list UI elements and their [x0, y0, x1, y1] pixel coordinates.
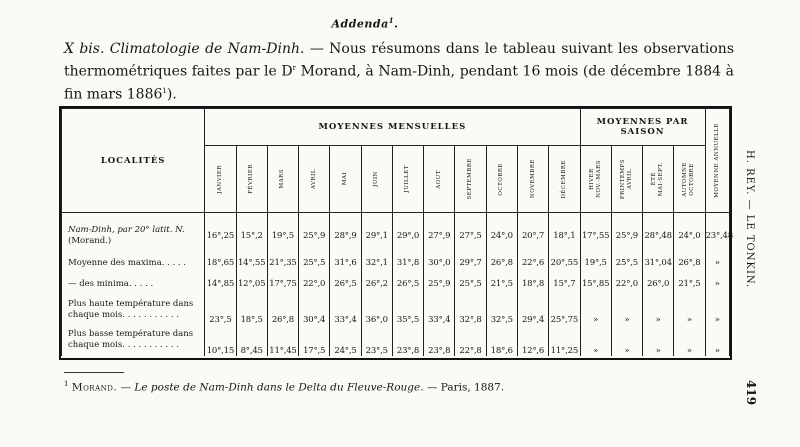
- value-cell: 25°,5: [455, 274, 486, 295]
- value-cell: 29°,4: [517, 295, 548, 325]
- value-cell: 23°,48: [705, 213, 729, 253]
- value-cell: 21°,35: [267, 253, 298, 274]
- value-cell: 25°,9: [299, 213, 330, 253]
- month-header: DÉCEMBRE: [549, 146, 580, 213]
- value-cell: 26°,8: [486, 253, 517, 274]
- climatology-table: [59, 106, 732, 360]
- value-cell: 18°,5: [236, 295, 267, 325]
- intro-note: 1: [162, 86, 167, 95]
- table-row: [62, 213, 730, 253]
- table-row: [62, 253, 730, 274]
- value-cell: 20°,55: [549, 253, 580, 274]
- value-cell: 30°,4: [299, 295, 330, 325]
- value-cell: 21°,5: [674, 274, 705, 295]
- value-cell: 25°,75: [549, 295, 580, 325]
- value-cell: 25°,9: [611, 213, 642, 253]
- value-cell: »: [705, 325, 729, 356]
- value-cell: 26°,2: [361, 274, 392, 295]
- row-label: Plus basse température dans chaque mois. . . . . . . . . . .: [62, 325, 205, 356]
- value-cell: 32°,1: [361, 253, 392, 274]
- value-cell: 25°,5: [611, 253, 642, 274]
- value-cell: 18°,6: [486, 325, 517, 356]
- value-cell: 27°,9: [424, 213, 455, 253]
- value-cell: 23°,8: [424, 325, 455, 356]
- season-header: HIVER NOV.-MARS: [580, 146, 611, 213]
- value-cell: 23°,8: [392, 325, 423, 356]
- value-cell: 11°,45: [267, 325, 298, 356]
- value-cell: 23°,5: [361, 325, 392, 356]
- running-head: H. REY. — LE TONKIN.: [744, 150, 755, 289]
- value-cell: 18°,8: [517, 274, 548, 295]
- month-header: JUILLET: [392, 146, 423, 213]
- value-cell: 30°,0: [424, 253, 455, 274]
- month-header: AVRIL: [299, 146, 330, 213]
- footnote-num: 1: [64, 380, 69, 388]
- value-cell: 17°,5: [299, 325, 330, 356]
- value-cell: 19°,5: [580, 253, 611, 274]
- footnote: [64, 380, 504, 394]
- value-cell: 22°,0: [299, 274, 330, 295]
- value-cell: 17°,75: [267, 274, 298, 295]
- value-cell: »: [643, 295, 674, 325]
- value-cell: 26°,8: [267, 295, 298, 325]
- footnote-author: Morand.: [71, 381, 118, 394]
- value-cell: 33°,4: [330, 295, 361, 325]
- value-cell: 36°,0: [361, 295, 392, 325]
- value-cell: 28°,9: [330, 213, 361, 253]
- value-cell: 28°,48: [643, 213, 674, 253]
- value-cell: »: [580, 325, 611, 356]
- heading-text: Addenda: [331, 17, 389, 31]
- value-cell: »: [674, 325, 705, 356]
- month-header: MAI: [330, 146, 361, 213]
- value-cell: 29°,1: [361, 213, 392, 253]
- season-group-header: MOYENNES PAR SAISON: [580, 109, 705, 146]
- value-cell: 22°,0: [611, 274, 642, 295]
- value-cell: 26°,5: [330, 274, 361, 295]
- value-cell: »: [705, 274, 729, 295]
- value-cell: 15°,85: [580, 274, 611, 295]
- row-label: Moyenne des maxima. . . . .: [62, 253, 205, 274]
- value-cell: 26°,8: [674, 253, 705, 274]
- value-cell: 12°,6: [517, 325, 548, 356]
- value-cell: 31°,04: [643, 253, 674, 274]
- table-row: [62, 274, 730, 295]
- value-cell: »: [611, 325, 642, 356]
- page-number: 419: [744, 380, 758, 406]
- monthly-group-header: MOYENNES MENSUELLES: [205, 109, 580, 146]
- month-header: MARS: [267, 146, 298, 213]
- annual-header: MOYENNE ANNUELLE: [705, 109, 729, 213]
- value-cell: 18°,1: [549, 213, 580, 253]
- month-header: JANVIER: [205, 146, 236, 213]
- value-cell: 31°,8: [392, 253, 423, 274]
- intro-paragraph: [64, 40, 734, 104]
- value-cell: »: [580, 295, 611, 325]
- season-header: PRINTEMPS AVRIL: [611, 146, 642, 213]
- value-cell: 10°,15: [205, 325, 236, 356]
- month-header: OCTOBRE: [486, 146, 517, 213]
- table-row: [62, 295, 730, 325]
- intro-body2: Morand, à Nam-Dinh, pendant 16 mois (de décembre 1884 à fin mars 1886: [64, 63, 734, 103]
- value-cell: »: [705, 295, 729, 325]
- value-cell: 16°,25: [205, 213, 236, 253]
- value-cell: 15°,2: [236, 213, 267, 253]
- value-cell: 22°,6: [517, 253, 548, 274]
- value-cell: 23°,5: [205, 295, 236, 325]
- footnote-rule: [64, 372, 124, 373]
- row-label: Plus haute température dans chaque mois. . . . . . . . . . .: [62, 295, 205, 325]
- intro-body: — Nous résumons dans le tableau suivant les observations thermométriques faites par le D: [64, 41, 735, 80]
- value-cell: 29°,7: [455, 253, 486, 274]
- value-cell: 33°,4: [424, 295, 455, 325]
- value-cell: »: [674, 295, 705, 325]
- localites-header: LOCALITÉS: [62, 109, 205, 213]
- value-cell: 32°,8: [455, 295, 486, 325]
- value-cell: 22°,8: [455, 325, 486, 356]
- value-cell: 21°,5: [486, 274, 517, 295]
- value-cell: »: [643, 325, 674, 356]
- month-header: NOVEMBRE: [517, 146, 548, 213]
- season-header: AUTOMNE OCTOBRE: [674, 146, 705, 213]
- value-cell: 26°,0: [643, 274, 674, 295]
- page-heading: Addenda$^1$.: [331, 16, 399, 31]
- value-cell: »: [611, 295, 642, 325]
- value-cell: 18°,65: [205, 253, 236, 274]
- value-cell: 35°,5: [392, 295, 423, 325]
- heading-note: 1: [388, 16, 395, 25]
- value-cell: 32°,5: [486, 295, 517, 325]
- footnote-title: — Le poste de Nam-Dinh dans le Delta du Fleuve-Rouge.: [120, 381, 424, 394]
- value-cell: 25°,5: [299, 253, 330, 274]
- value-cell: 14°,55: [236, 253, 267, 274]
- value-cell: 15°,7: [549, 274, 580, 295]
- value-cell: 17°,55: [580, 213, 611, 253]
- value-cell: 27°,5: [455, 213, 486, 253]
- value-cell: 8°,45: [236, 325, 267, 356]
- row-label: Nam-Dinh, par 20° latit. N. (Morand.): [62, 213, 205, 253]
- footnote-place: — Paris, 1887.: [426, 381, 505, 394]
- value-cell: 26°,5: [392, 274, 423, 295]
- value-cell: 31°,6: [330, 253, 361, 274]
- table-row: [62, 325, 730, 356]
- month-header: FÉVRIER: [236, 146, 267, 213]
- row-label: — des minima. . . . .: [62, 274, 205, 295]
- value-cell: 14°,85: [205, 274, 236, 295]
- section-title: X bis. Climatologie de Nam-Dinh.: [64, 41, 305, 57]
- value-cell: 29°,0: [392, 213, 423, 253]
- value-cell: 24°,5: [330, 325, 361, 356]
- intro-end: ).: [166, 86, 177, 103]
- month-header: SEPTEMBRE: [455, 146, 486, 213]
- month-header: AOUT: [424, 146, 455, 213]
- month-header: JUIN: [361, 146, 392, 213]
- value-cell: 19°,5: [267, 213, 298, 253]
- value-cell: 20°,7: [517, 213, 548, 253]
- value-cell: 24°,0: [486, 213, 517, 253]
- value-cell: 11°,25: [549, 325, 580, 356]
- season-header: ÉTÉ MAI-SEPT.: [643, 146, 674, 213]
- value-cell: »: [705, 253, 729, 274]
- value-cell: 12°,05: [236, 274, 267, 295]
- value-cell: 24°,0: [674, 213, 705, 253]
- intro-sup: r: [292, 64, 296, 72]
- value-cell: 25°,9: [424, 274, 455, 295]
